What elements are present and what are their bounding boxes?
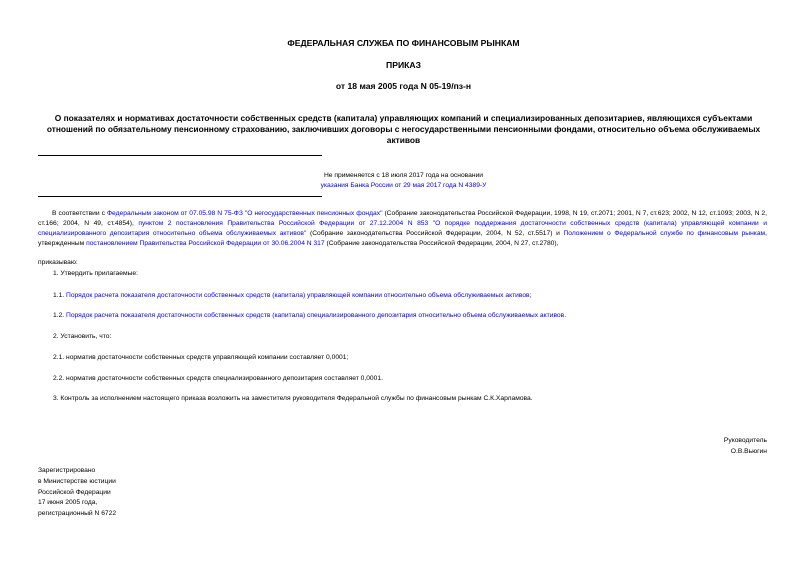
- resolution-317-link[interactable]: постановлением Правительства Российской Федерации от 30.06.2004 N 317: [86, 240, 325, 247]
- registration-line-2: в Министерстве юстиции: [38, 477, 116, 485]
- law-75fz-link[interactable]: Федеральным законом от 07.05.98 N 75-ФЗ "О негосударственных пенсионных фондах": [106, 210, 383, 217]
- preamble-text-3: (Собрание законодательства Российской Федерации, 2004, N 52, ст.5517) и: [306, 230, 564, 237]
- item-1-2-number: 1.2.: [53, 312, 67, 319]
- item-1-1-end: ;: [529, 292, 532, 299]
- doc-date-number: от 18 мая 2005 года N 05-19/пз-н: [335, 81, 472, 91]
- preamble-text-5: (Собрание законодательства Российской Федерации, 2004, N 27, ст.2780),: [324, 240, 559, 247]
- divider-top: [38, 155, 322, 156]
- doc-title: О показателях и нормативах достаточности собственных средств (капитала) управляющих компаний и специализированных депозитариев, являющихся субъектами отношений по обязательному пенсионному страхованию, заключивших договоры с негосударственными пенсионными фондами, относительно объема обслуживаемых активов: [46, 113, 761, 145]
- registration-line-1: Зарегистрировано: [38, 467, 96, 474]
- signature-name: О.В.Вьюгин: [730, 447, 767, 455]
- item-1-2: [53, 312, 566, 319]
- preamble-text-4: , утвержденным: [38, 230, 768, 247]
- doc-type: ПРИКАЗ: [386, 60, 421, 70]
- preamble: [38, 209, 767, 249]
- signature-role: Руководитель: [723, 437, 767, 444]
- item-2: 2. Установить, что:: [53, 333, 112, 340]
- preamble-text-1: В соответствии с: [52, 210, 107, 217]
- registration-line-5: регистрационный N 6722: [38, 510, 117, 518]
- preamble-text-2: (Собрание законодательства Российской Федерации, 1998, N 19, ст.2071; 2001, N 7, ст.623; 2002, N 12, ст.1093; 2003, N 2, ст.166; 2004, N 49, ст.4854),: [38, 210, 767, 227]
- item-2-2: 2.2. норматив достаточности собственных средств специализированного депозитария составляет 0,0001.: [53, 375, 383, 382]
- agency-name: ФЕДЕРАЛЬНАЯ СЛУЖБА ПО ФИНАНСОВЫМ РЫНКАМ: [287, 38, 520, 48]
- status-note-text: Не применяется с 18 июля 2017 года на основании: [323, 172, 484, 179]
- item-1-2-end: .: [564, 312, 567, 319]
- registration-line-4: 17 июня 2005 года,: [38, 499, 98, 507]
- orders-word: приказываю:: [38, 259, 78, 266]
- registration-block: [38, 466, 116, 520]
- item-1-1-number: 1.1.: [53, 292, 67, 299]
- item-3: 3. Контроль за исполнением настоящего приказа возложить на заместителя руководителя Федеральной службы по финансовым рынкам С.К.Харламова.: [53, 395, 533, 402]
- divider-bottom: [38, 196, 322, 197]
- status-note: [230, 171, 577, 190]
- item-1: 1. Утвердить прилагаемые:: [53, 270, 138, 277]
- signature-block: [724, 436, 767, 457]
- registration-line-3: Российской Федерации: [38, 488, 111, 496]
- item-1-1-link[interactable]: Порядок расчета показателя достаточности собственных средств (капитала) управляющей компании относительно объема обслуживаемых активов: [66, 292, 530, 299]
- item-1-1: [53, 292, 531, 299]
- item-1-2-link[interactable]: Порядок расчета показателя достаточности собственных средств (капитала) специализированного депозитария относительно объема обслуживаемых активов: [66, 312, 565, 319]
- fsfr-regulation-link[interactable]: Положением о Федеральной службе по финансовым рынкам: [563, 230, 766, 237]
- item-2-1: 2.1. норматив достаточности собственных средств управляющей компании составляет 0,0001;: [53, 354, 349, 361]
- resolution-853-link[interactable]: пунктом 2 постановления Правительства Российской Федерации от 27.12.2004 N 853 "О порядке поддержания достаточности собственных средств (капитала) управляющей компании и специализированного депозитария относительно объема обслуживаемых активов": [38, 220, 767, 237]
- status-note-link[interactable]: указания Банка России от 29 мая 2017 года N 4389-У: [320, 181, 487, 189]
